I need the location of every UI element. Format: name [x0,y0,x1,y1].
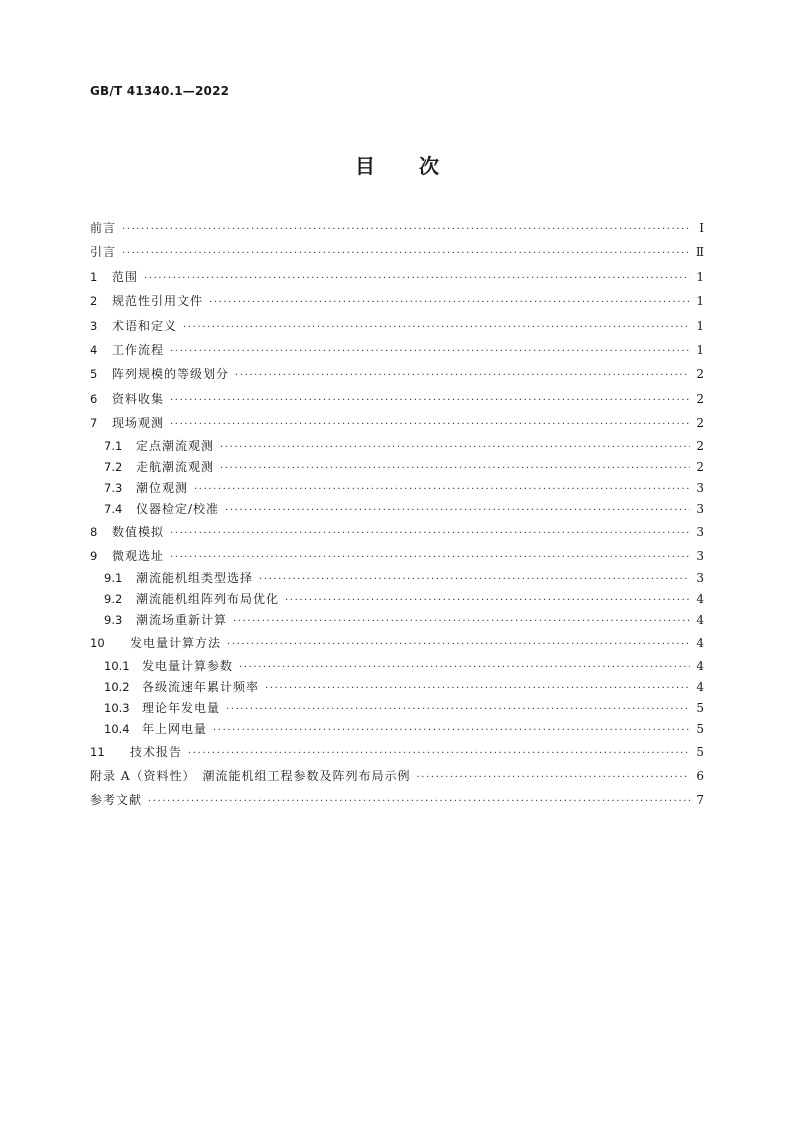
toc-entry-page: 5 [696,721,704,736]
toc-entry-number: 10.2 [104,679,130,694]
toc-entry-label: 附录 A（资料性） 潮流能机组工程参数及阵列布局示例 [90,769,411,784]
toc-entry-10-4[interactable] [90,719,704,740]
toc-leader [227,633,690,657]
standard-code: GB/T 41340.1—2022 [90,84,230,98]
toc-leader [170,340,690,364]
toc-entry-label: 各级流速年累计频率 [142,679,260,694]
toc-entry-number: 4 [90,342,98,357]
toc-entry-number: 10.3 [104,700,130,715]
toc-entry-9[interactable] [90,544,704,568]
toc-entry-page: 7 [696,793,704,808]
toc-entry-number: 9 [90,548,98,563]
toc-entry-label: 阵列规模的等级划分 [112,367,230,382]
toc-entry-number: 6 [90,391,98,406]
toc-entry-number: 7.4 [104,501,123,516]
toc-leader [226,699,690,720]
toc-entry-8[interactable] [90,520,704,544]
toc-entry-number: 9.1 [104,571,123,586]
toc-entry-foreword[interactable] [90,216,704,240]
toc-entry-5[interactable] [90,362,704,386]
toc-entry-number: 11 [90,744,105,759]
toc-entry-label: 引言 [90,245,117,260]
toc-entry-number: 10.1 [104,658,130,673]
toc-entry-label: 规范性引用文件 [112,294,204,309]
toc-entry-page: 2 [696,459,704,474]
toc-entry-page: 4 [696,658,704,673]
toc-leader [233,611,690,632]
toc-entry-number: 7.1 [104,438,123,453]
toc-entry-label: 现场观测 [112,416,165,431]
toc-entry-label: 资料收集 [112,391,165,406]
toc-leader [122,218,690,242]
toc-entry-page: 2 [696,416,704,431]
toc-entry-11[interactable] [90,740,704,764]
toc-entry-page: Ⅰ [699,221,704,235]
toc-leader [235,364,690,388]
toc-entry-3[interactable] [90,314,704,338]
toc-entry-label: 工作流程 [112,342,165,357]
toc-entry-2[interactable] [90,289,704,313]
toc-entry-number: 9.2 [104,592,123,607]
toc-entry-label: 数值模拟 [112,524,165,539]
toc-entry-label: 走航潮流观测 [136,459,215,474]
toc-entry-page: 1 [696,318,704,333]
toc-entry-number: 10.4 [104,721,130,736]
toc-entry-label: 定点潮流观测 [136,438,215,453]
toc-entry-7-2[interactable] [90,457,704,478]
toc-leader [225,500,690,521]
toc-entry-label: 潮流场重新计算 [136,613,228,628]
toc-entry-number: 5 [90,367,98,382]
toc-leader [144,267,690,291]
toc-entry-9-2[interactable] [90,589,704,610]
toc-entry-page: 3 [696,480,704,495]
toc-entry-number: 2 [90,294,98,309]
toc-entry-number: 7.2 [104,459,123,474]
toc-entry-introduction[interactable] [90,240,704,264]
toc-entry-page: 3 [696,501,704,516]
toc-leader [220,458,690,479]
toc-leader [285,590,690,611]
toc-entry-9-3[interactable] [90,610,704,631]
toc-entry-number: 3 [90,318,98,333]
toc-entry-page: 4 [696,613,704,628]
toc-entry-label: 潮流能机组阵列布局优化 [136,592,280,607]
toc-entry-annex-a[interactable] [90,764,704,788]
toc-entry-7-4[interactable] [90,499,704,520]
toc-entry-page: 1 [696,294,704,309]
toc-leader [220,437,690,458]
toc-entry-label: 技术报告 [130,744,183,759]
toc-leader [265,678,690,699]
toc-leader [170,413,690,437]
toc-leader [259,569,690,590]
toc-entry-page: 1 [696,342,704,357]
toc-entry-page: 3 [696,571,704,586]
toc-leader [239,657,690,678]
toc-leader [209,291,690,315]
toc-entry-label: 潮流能机组类型选择 [136,571,254,586]
toc-leader [122,242,690,266]
toc-entry-label: 参考文献 [90,793,143,808]
toc-entry-page: 6 [696,769,704,784]
table-of-contents [90,216,704,813]
toc-entry-6[interactable] [90,387,704,411]
toc-entry-page: 4 [696,679,704,694]
toc-entry-7-3[interactable] [90,478,704,499]
toc-entry-page: 3 [696,524,704,539]
toc-entry-page: 5 [696,744,704,759]
toc-entry-page: 4 [696,636,704,651]
toc-entry-1[interactable] [90,265,704,289]
toc-entry-number: 8 [90,524,98,539]
toc-entry-page: 2 [696,367,704,382]
toc-entry-10-1[interactable] [90,656,704,677]
toc-entry-number: 7.3 [104,480,123,495]
toc-entry-label: 潮位观测 [136,480,189,495]
toc-entry-10-3[interactable] [90,698,704,719]
toc-entry-number: 9.3 [104,613,123,628]
toc-entry-page: 2 [696,438,704,453]
toc-entry-label: 年上网电量 [142,721,208,736]
toc-entry-number: 1 [90,269,98,284]
toc-title-right: 次 [419,154,439,178]
toc-entry-bibliography[interactable] [90,788,704,812]
toc-entry-page: 3 [696,548,704,563]
toc-entry-label: 理论年发电量 [142,700,221,715]
toc-entry-label: 范围 [112,269,139,284]
toc-entry-page: 1 [696,269,704,284]
toc-entry-number: 7 [90,416,98,431]
toc-leader [183,316,690,340]
toc-leader [170,389,690,413]
toc-leader [148,790,690,814]
toc-leader [170,522,690,546]
toc-entry-4[interactable] [90,338,704,362]
toc-entry-10[interactable] [90,631,704,655]
toc-entry-9-1[interactable] [90,568,704,589]
toc-entry-label: 前言 [90,221,117,235]
toc-entry-label: 仪器检定/校准 [136,501,220,516]
toc-leader [194,479,690,500]
toc-entry-label: 发电量计算方法 [130,636,222,651]
toc-entry-7-1[interactable] [90,436,704,457]
toc-leader [170,546,690,570]
toc-entry-page: Ⅱ [695,245,704,260]
toc-entry-number: 10 [90,636,105,651]
toc-entry-label: 发电量计算参数 [142,658,234,673]
toc-title-left: 目 [355,154,375,178]
toc-entry-page: 5 [696,700,704,715]
toc-entry-label: 微观选址 [112,548,165,563]
toc-leader [416,766,690,790]
toc-entry-label: 术语和定义 [112,318,178,333]
toc-entry-10-2[interactable] [90,677,704,698]
toc-leader [188,742,690,766]
toc-entry-page: 2 [696,391,704,406]
toc-leader [213,720,690,741]
toc-entry-7[interactable] [90,411,704,435]
toc-entry-page: 4 [696,592,704,607]
toc-title [0,150,794,179]
